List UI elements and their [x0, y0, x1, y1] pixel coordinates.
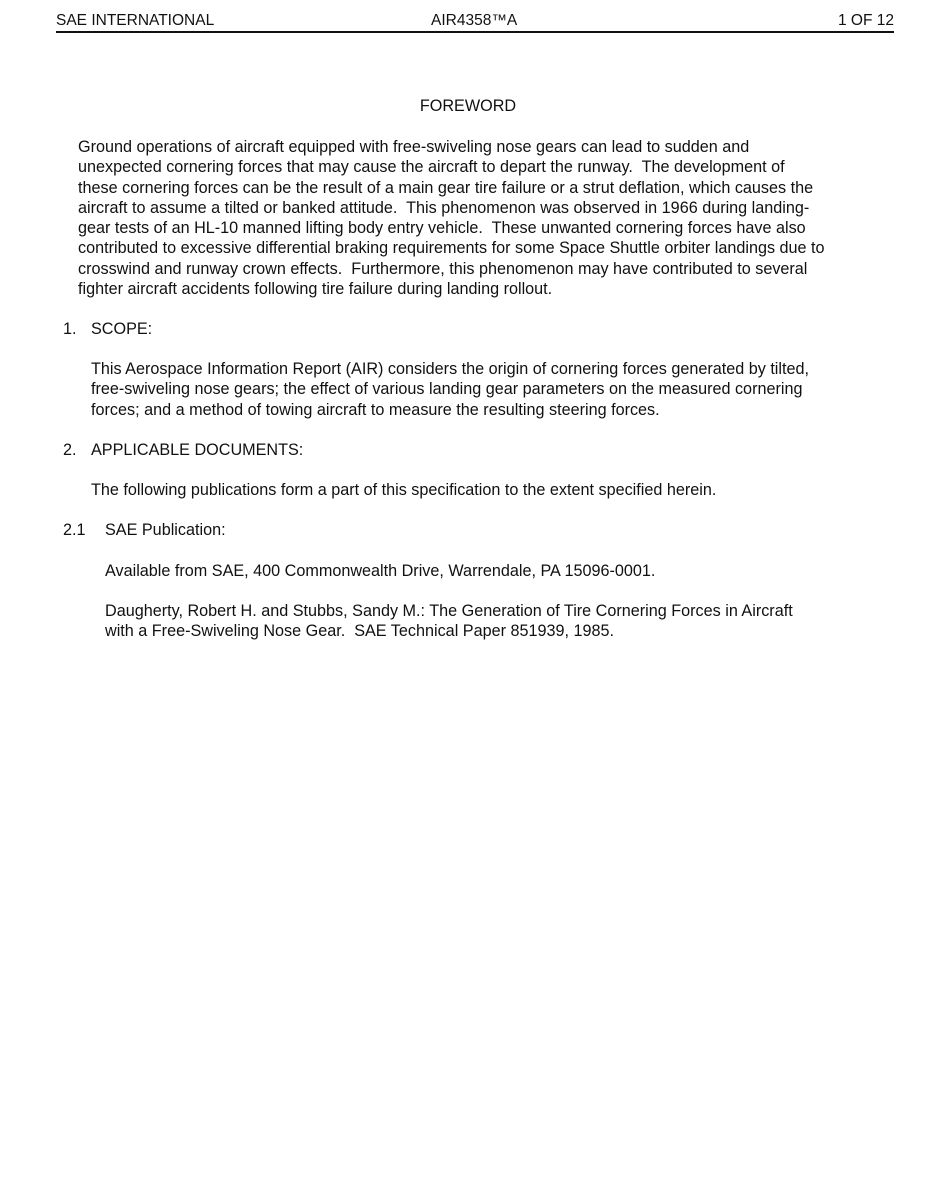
section-2-1-number: 2.1 — [63, 521, 86, 539]
page-header — [56, 11, 894, 33]
foreword-line: contributed to excessive differential braking requirements for some Space Shuttle orbiter landings due to — [78, 239, 825, 258]
section-1-number: 1. — [63, 320, 77, 338]
scope-paragraph — [91, 359, 809, 420]
foreword-line: aircraft to assume a tilted or banked attitude. This phenomenon was observed in 1966 during landing- — [78, 198, 810, 217]
foreword-paragraph — [78, 137, 825, 299]
section-2-number: 2. — [63, 441, 77, 459]
reference-line: Daugherty, Robert H. and Stubbs, Sandy M.: The Generation of Tire Cornering Forces in Aircraft — [105, 602, 793, 620]
foreword-line: gear tests of an HL-10 manned lifting body entry vehicle. These unwanted cornering forces have also — [78, 219, 806, 238]
reference-entry — [105, 601, 793, 642]
header-page-number: 1 OF 12 — [838, 12, 894, 29]
section-1-heading: SCOPE: — [91, 320, 153, 338]
section-2-1-heading: SAE Publication: — [105, 521, 226, 539]
foreword-line: unexpected cornering forces that may cause the aircraft to depart the runway. The development of — [78, 158, 785, 177]
sae-availability: Available from SAE, 400 Commonwealth Drive, Warrendale, PA 15096-0001. — [105, 562, 656, 580]
reference-line: with a Free-Swiveling Nose Gear. SAE Technical Paper 851939, 1985. — [105, 622, 614, 641]
foreword-title: FOREWORD — [419, 97, 517, 115]
foreword-line: these cornering forces can be the result of a main gear tire failure or a strut deflation, which causes the — [78, 178, 814, 197]
header-doc-id: AIR4358™A — [431, 12, 518, 29]
section-2-heading: APPLICABLE DOCUMENTS: — [91, 441, 304, 459]
scope-line: free-swiveling nose gears; the effect of various landing gear parameters on the measured cornering — [91, 380, 803, 399]
foreword-line: crosswind and runway crown effects. Furthermore, this phenomenon may have contributed to several — [78, 259, 808, 278]
foreword-line: Ground operations of aircraft equipped with free-swiveling nose gears can lead to sudden and — [78, 138, 750, 156]
scope-line: This Aerospace Information Report (AIR) considers the origin of cornering forces generated by tilted, — [91, 360, 810, 378]
scope-line: forces; and a method of towing aircraft to measure the resulting steering forces. — [91, 400, 660, 419]
foreword-line: fighter aircraft accidents following tire failure during landing rollout. — [78, 280, 553, 299]
header-org: SAE INTERNATIONAL — [56, 12, 215, 29]
applicable-paragraph: The following publications form a part of this specification to the extent specified herein. — [91, 481, 717, 499]
